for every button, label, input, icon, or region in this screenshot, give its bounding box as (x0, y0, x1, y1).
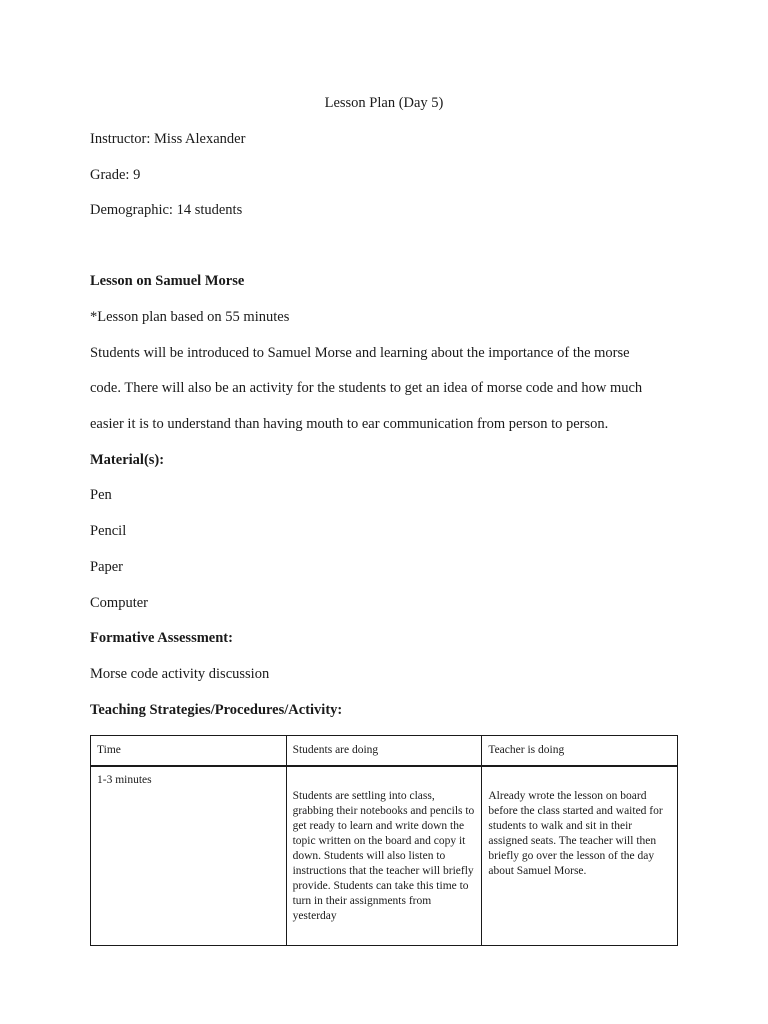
table-header-row (91, 736, 678, 767)
demographic-line: Demographic: 14 students (90, 202, 243, 218)
material-item: Paper (90, 559, 124, 575)
lesson-heading: Lesson on Samuel Morse (90, 273, 245, 289)
procedures-table (90, 735, 678, 946)
time-cell: 1-3 minutes (91, 766, 287, 946)
page-title: Lesson Plan (Day 5) (324, 95, 444, 111)
material-item: Pencil (90, 523, 127, 539)
column-header-teacher: Teacher is doing (482, 736, 678, 767)
teaching-heading: Teaching Strategies/Procedures/Activity: (90, 702, 343, 718)
material-item: Pen (90, 487, 112, 503)
description-line: easier it is to understand than having mouth to ear communication from person to person. (90, 416, 609, 432)
column-header-students: Students are doing (286, 736, 482, 767)
description-line: Students will be introduced to Samuel Morse and learning about the importance of the morse (90, 345, 630, 361)
students-cell: Students are settling into class, grabbing their notebooks and pencils to get ready to learn and write down the topic written on the board and copy it down. Students will also listen to instructions that the teacher will briefly provide. Students can take this time to turn in their assignments from yesterday (286, 766, 482, 946)
grade-line: Grade: 9 (90, 167, 141, 183)
duration-note: *Lesson plan based on 55 minutes (90, 309, 290, 325)
description-line: code. There will also be an activity for the students to get an idea of morse code and how much (90, 380, 643, 396)
formative-assessment-text: Morse code activity discussion (90, 666, 270, 682)
teacher-cell: Already wrote the lesson on board before the class started and waited for students to walk and sit in their assigned seats. The teacher will then briefly go over the lesson of the day about Samuel Morse. (482, 766, 678, 946)
instructor-line: Instructor: Miss Alexander (90, 131, 246, 147)
column-header-time: Time (91, 736, 287, 767)
material-item: Computer (90, 595, 148, 611)
materials-heading: Material(s): (90, 452, 165, 468)
table-row (91, 766, 678, 946)
formative-assessment-heading: Formative Assessment: (90, 630, 233, 646)
